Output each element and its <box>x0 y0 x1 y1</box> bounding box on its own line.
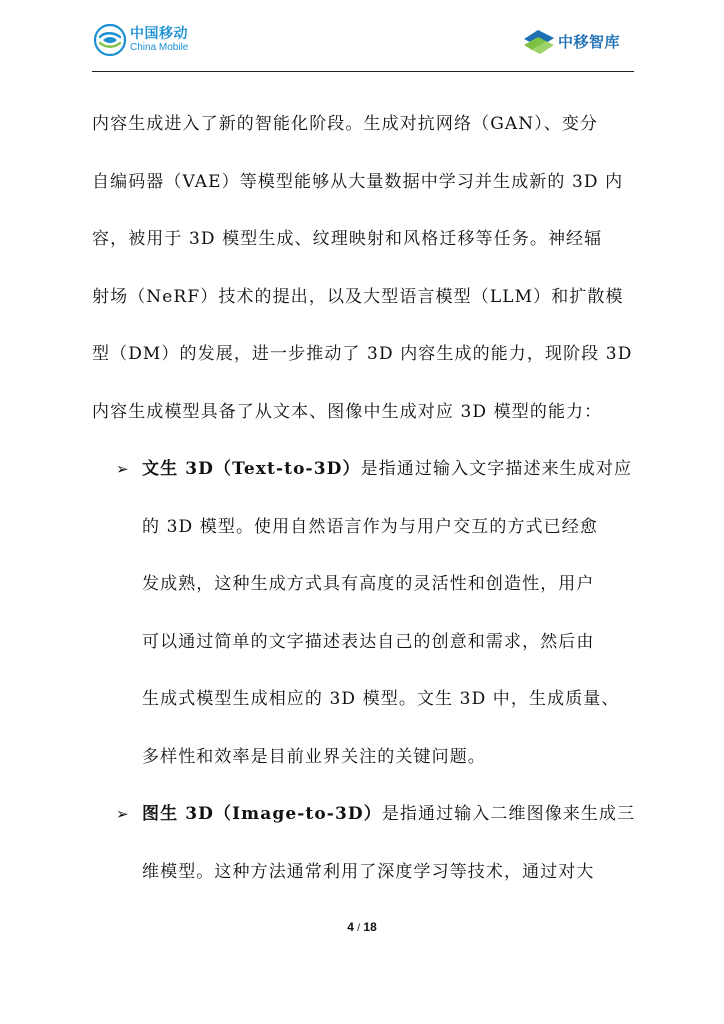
zhiku-logo-text: 中移智库 <box>557 32 620 51</box>
china-mobile-logo-en: China Mobile <box>130 42 189 53</box>
text-line: 维模型。这种方法通常利用了深度学习等技术，通过对大 <box>142 861 595 882</box>
bullet-first-rest: 是指通过输入文字描述来生成对应 <box>360 459 633 479</box>
page-number <box>0 920 724 934</box>
text-line: 自编码器（VAE）等模型能够从大量数据中学习并生成新的 3D 内 <box>92 171 624 192</box>
bullet-first-line <box>142 786 634 844</box>
zhiku-logo <box>522 26 620 56</box>
text-line: 可以通过简单的文字描述表达自己的创意和需求，然后由 <box>142 631 595 652</box>
bullet-lead: 图生 3D（Image-to-3D） <box>142 804 382 824</box>
text-line: 内容生成进入了新的智能化阶段。生成对抗网络（GAN）、变分 <box>92 114 599 134</box>
text-line: 内容生成模型具备了从文本、图像中生成对应 3D 模型的能力： <box>92 401 603 422</box>
bullet-arrow-icon: ➢ <box>116 805 130 823</box>
intro-paragraph <box>92 96 634 441</box>
text-line: 型（DM）的发展，进一步推动了 3D 内容生成的能力，现阶段 3D <box>92 344 633 364</box>
header-divider <box>92 71 634 72</box>
bullet-arrow-icon: ➢ <box>116 460 130 478</box>
page-current: 4 <box>347 920 354 934</box>
text-line: 生成式模型生成相应的 3D 模型。文生 3D 中，生成质量、 <box>142 689 620 709</box>
bullet-image-to-3d <box>92 786 634 901</box>
zhiku-logo-icon <box>522 26 556 56</box>
china-mobile-logo-icon <box>92 22 128 58</box>
text-line: 发成熟，这种生成方式具有高度的灵活性和创造性，用户 <box>142 574 595 594</box>
bullet-first-line <box>142 441 634 499</box>
text-line: 容，被用于 3D 模型生成、纹理映射和风格迁移等任务。神经辐 <box>92 229 603 249</box>
bullet-lead: 文生 3D（Text-to-3D） <box>142 459 361 479</box>
page-header <box>92 22 634 74</box>
text-line: 的 3D 模型。使用自然语言作为与用户交互的方式已经愈 <box>142 516 598 537</box>
text-line: 多样性和效率是目前业界关注的关键问题。 <box>142 746 486 767</box>
bullet-text-to-3d <box>92 441 634 786</box>
bullet-list <box>92 441 634 901</box>
page-total: 18 <box>363 920 377 934</box>
page-separator: / <box>357 923 361 934</box>
text-line: 射场（NeRF）技术的提出，以及大型语言模型（LLM）和扩散模 <box>92 286 624 307</box>
document-body <box>92 96 634 901</box>
china-mobile-logo-cn: 中国移动 <box>130 26 188 42</box>
china-mobile-logo <box>92 22 188 58</box>
bullet-first-rest: 是指通过输入二维图像来生成三 <box>381 804 636 824</box>
